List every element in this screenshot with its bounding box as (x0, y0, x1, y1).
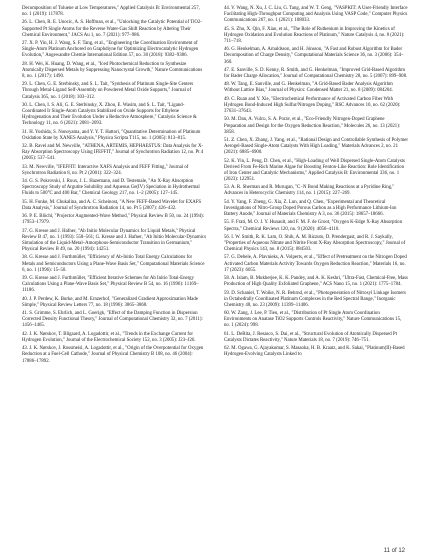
reference-entry: 62. M. Ogawa, G. Ajayakumar, S. Masaoka, H. B. Kraatz, and K. Sakai, "Platinum(II)-Based Hydrogen-Evolving Catalysts Linked to (224, 346, 405, 358)
reference-entry: 48. W. Tang, E. Sanville, and G. Henkelman, "A Grid-Based Bader Analysis Algorithm Without Lattice Bias," Journal of Physics: Condensed Matter 21, no. 8 (2009): 084204. (224, 82, 393, 94)
reference-entry: 36. P. E. Blöchl, "Projector Augmented-Wave Method," Physical Review B 50, no. 24 (1994): 17953–17979. (22, 214, 204, 226)
reference-entry: 43. J. K. Nørskov, J. Rossmeisl, A. Logadottir, et al., "Origin of the Overpotential for Oxygen Reduction at a Fuel-Cell Cathode," Journal of Physical Chemistry B 108, no. 46 (2004): 17886–17892. (22, 346, 204, 364)
reference-entry: 34. G. S. Pokrovski, J. Roux, J. L. Hazemann, and D. Testemale, "An X-Ray Absorption Spectroscopy Study of Argutite Solubility and Aqueous Ge(IV) Speciation in Hydrothermal Fluids to 500°C and 400 Bar," Chemical Geology 217, no. 1–2 (2005): 127–145. (22, 179, 200, 197)
reference-entry: 26. L. Chen, R. E. Unocic, A. S. Hoffman, et al., "Unlocking the Catalytic Potential of TiO2-Supported Pt Single Atoms for the Reverse Water-Gas Shift Reaction by Altering Their Chemical Environment," JACS Au 1, no. 7 (2021): 977–986. (22, 20, 202, 38)
reference-entry: 39. G. Kresse and J. Furthmüller, "Efficient Iterative Schemes for Ab Initio Total-Energy Calculations Using a Plane-Wave Basis Set," Physical Review B 54, no. 16 (1996): 11169–11186. (22, 276, 199, 294)
reference-entry: 50. M. Dan, A. Vulcu, S. A. Porav, et al., "Eco-Friendly Nitrogen-Doped Graphene Preparation and Design for the Oxygen Reduction Reaction," Molecules 26, no. 13 (2021): 3858. (224, 117, 401, 135)
reference-entry: 60. W. Zang, J. Lee, P. Tieu, et al., "Distribution of Pt Single Atom Coordination Environments on Anatase TiO2 Supports Controls Reactivity," Nature Communications 15, no. 1 (2024): 998. (224, 311, 402, 329)
reference-entry: 46. G. Henkelman, A. Arnaldsson, and H. Jónsson, "A Fast and Robust Algorithm for Bader Decomposition of Charge Density," Computational Materials Science 36, no. 3 (2006): 354–360. (224, 47, 404, 65)
reference-entry: 30. L. Chen, I. S. Ali, G. E. Sterbinsky, X. Zhou, E. Wasim, and S. L. Tait, "Ligand-Coordinated Ir Single-Atom Catalysts Stabilized on Oxide Supports for Ethylene Hydrogenation and Their Evolution Under a Reductive Atmosphere," Catalysis Science & Technology 11, no. 6 (2021): 2081–2093. (22, 102, 197, 127)
references-left-column (22, 6, 206, 367)
reference-entry: 29. L. Chen, G. E. Sterbinsky, and S. L. Tait, "Synthesis of Platinum Single-Site Centers Through Metal-Ligand Self-Assembly on Powdered Metal Oxide Supports," Journal of Catalysis 365, no. 1 (2018): 303–312. (22, 82, 194, 100)
reference-entry: 52. K. Yin, L. Peng, D. Chen, et al., "High-Loading of Well Dispersed Single-Atom Catalysts Derived From Fe-Rich Marine Algae for Boosting Fenton-Like Reaction: Role Identification of Iron Center and Catalytic Mechanisms," Applied Catalysis B: Environmental 336, no. 1 (2023): 122951. (224, 158, 405, 183)
reference-entry: 31. H. Yoshida, S. Nonoyama, and Y. Y. T. Hattori, "Quantitative Determination of Platinum Oxidation State by XANES Analysis," Physica Scripta T115, no. 1 (2005): 813–815. (22, 129, 201, 141)
reference-entry: 59. D. Schaniel, T. Woike, N. R. Behrnd, et al., "Photogeneration of Nitrosyl Linkage Isomers in Octahedrally Coordinated Platinum Complexes in the Red Spectral Range," Inorganic Chemistry 48, no. 23 (2009): 11399–11406. (224, 290, 406, 308)
page-number: 11 of 12 (383, 548, 405, 554)
reference-entry: 33. M. Newville, "IFEFFIT: Interactive XAFS Analysis and FEFF Fitting," Journal of Synchrotron Radiation 8, no. Pt 2 (2001): 322–324. (22, 164, 189, 176)
reference-entry: 37. G. Kresse and J. Hafner, "Ab Initio Molecular Dynamics for Liquid Metals," Physical Review B 47, no. 1 (1993): 558–561; G. Kresse and J. Hafner, "Ab Initio Molecular-Dynamics Simulation of the Liquid-Metal–Amorphous-Semiconductor Transition in Germanium," Physical Review B 49, no. 20 (1994): 14251. (22, 228, 206, 253)
reference-entry: 61. L. DeRita, J. Resasco, S. Dai, et al., "Structural Evolution of Atomically Dispersed Pt Catalysts Dictates Reactivity," Nature Materials 18, no. 7 (2019): 746–751. (224, 331, 397, 343)
reference-entry: 42. J. K. Nørskov, T. Bligaard, A. Logadottir, et al., "Trends in the Exchange Current for Hydrogen Evolution," Journal of the Electrochemical Society 152, no. 3 (2005): J23–J26. (22, 331, 196, 343)
reference-entry: 44. V. Wang, N. Xu, J. C. Liu, G. Tang, and W. T. Geng, "VASPKIT: A User-Friendly Interface Facilitating High-Throughput Computing and Analysis Using VASP Code," Computer Physics Communications 267, no. 1 (2021): 108033. (224, 6, 408, 24)
reference-entry: 27. X. P. Yin, H. J. Wang, S. F. Tang, et al., "Engineering the Coordination Environment of Single-Atom Platinum Anchored on Graphdiyne for Optimizing Electrocatalytic Hydrogen Evolution," Angewandte Chemie International Edition 57, no. 30 (2018): 9382–9386. (22, 41, 199, 59)
reference-entry: 32. B. Ravel and M. Newville, "ATHENA, ARTEMIS, HEPHAESTUS: Data Analysis for X-Ray Absorption Spectroscopy Using IFEFFIT," Journal of Synchrotron Radiation 12, no. Pt 4 (2005): 537–541. (22, 144, 204, 162)
reference-entry: 40. J. P. Perdew, K. Burke, and M. Ernzerhof, "Generalized Gradient Approximation Made Simple," Physical Review Letters 77, no. 18 (1996): 3865–3868. (22, 296, 198, 308)
reference-entry: 38. G. Kresse and J. Furthmüller, "Efficiency of Ab-Initio Total Energy Calculations for Metals and Semiconductors Using a Plane-Wave Basis Set," Computational Materials Science 6, no. 1 (1996): 15–50. (22, 255, 205, 273)
reference-entry: 28. H. Wei, K. Huang, D. Wang, et al., "Iced Photochemical Reduction to Synthesize Atomically Dispersed Metals by Suppressing Nanocrystal Growth," Nature Communications 8, no. 1 (2017): 1490. (22, 61, 203, 79)
reference-entry: 54. Y. Yang, F. Zheng, G. Xia, Z. Lun, and Q. Chen, "Experimental and Theoretical Investigations of Nitro-Group Doped Porous Carbon as a High Performance Lithium-Ion Battery Anode," Journal of Materials Chemistry A 3, no. 36 (2015): 18657–18666. (224, 199, 397, 218)
reference-entry: 41. S. Grimme, S. Ehrlich, and L. Goerigk, "Effect of the Damping Function in Dispersion Corrected Density Functional Theory," Journal of Computational Chemistry 32, no. 7 (2011): 1456–1465. (22, 311, 203, 329)
reference-entry: 58. A. Islam, B. Mukherjee, K. K. Pandey, and A. K. Keshri, "Ultra-Fast, Chemical-Free, Mass Production of High Quality Exfoliated Graphene," ACS Nano 15, no. 1 (2021): 1775–1784. (224, 276, 408, 288)
reference-entry: 56. I. W. Smith, R. K. Lam, O. Shih, A. M. Rizzuto, D. Prendergast, and R. J. Saykally, "Properties of Aqueous Nitrate and Nitrite From X-Ray Absorption Spectroscopy," Journal of Chemical Physics 143, no. 8 (2015): 084503. (224, 234, 406, 253)
reference-entry: Decomposition of Toluene at Low Temperatures," Applied Catalysis B: Environmental 257, no. 1 (2019): 117878. (22, 6, 200, 18)
references-right-column (224, 6, 408, 361)
reference-entry: 51. Z. Chen, X. Zhang, J. Yang, et al., "Rational Design and Controllable Synthesis of Polymer Aerogel-Based Single-Atom Catalysts With High Loading," Materials Advances 2, no. 21 (2021): 6885–6900. (224, 137, 409, 156)
reference-entry: 47. E. Sanville, S. D. Kenny, R. Smith, and G. Henkelman, "Improved Grid-Based Algorithm for Bader Charge Allocation," Journal of Computational Chemistry 28, no. 5 (2007): 899–908. (224, 67, 408, 79)
reference-entry: 55. F. Frati, M. O. J. Y. Hunault, and F. M. F. de Groot, "Oxygen K-Edge X-Ray Absorption Spectra," Chemical Reviews 120, no. 9 (2020): 4056–4110. (224, 220, 403, 232)
reference-entry: 49. C. Ruan and Y. Xie, "Electrochemical Performance of Activated Carbon Fiber With Hydrogen Bond-Induced High Sulfur/Nitrogen Doping," RSC Advances 10, no. 62 (2020): 37631–37643. (224, 96, 401, 115)
reference-entry: 53. A. R. Sherman and R. Murugan, "C−N Bond Making Reactions at a Pyridine Ring," Advances in Heterocyclic Chemistry 114, no. 1 (2015): 227–269. (224, 185, 395, 197)
reference-entry: 45. S. Zhu, X. Qin, F. Xiao, et al., "The Role of Ruthenium in Improving the Kinetics of Hydrogen Oxidation and Evolution Reactions of Platinum," Nature Catalysis 4, no. 8 (2021): 711–718. (224, 26, 405, 44)
reference-entry: 35. H. Funke, M. Chukalina, and A. C. Scheinost, "A New FEFF-Based Wavelet for EXAFS Data Analysis," Journal of Synchrotron Radiation 14, no. Pt 5 (2007): 426–432. (22, 199, 202, 211)
reference-entry: 57. G. Debele, A. Plavnieks, A. Volperts, et al., "Effect of Pretreatment on the Nitrogen Doped Activated Carbon Materials Activity Towards Oxygen Reduction Reaction," Materials 16, no. 17 (2023): 6055. (224, 255, 407, 273)
